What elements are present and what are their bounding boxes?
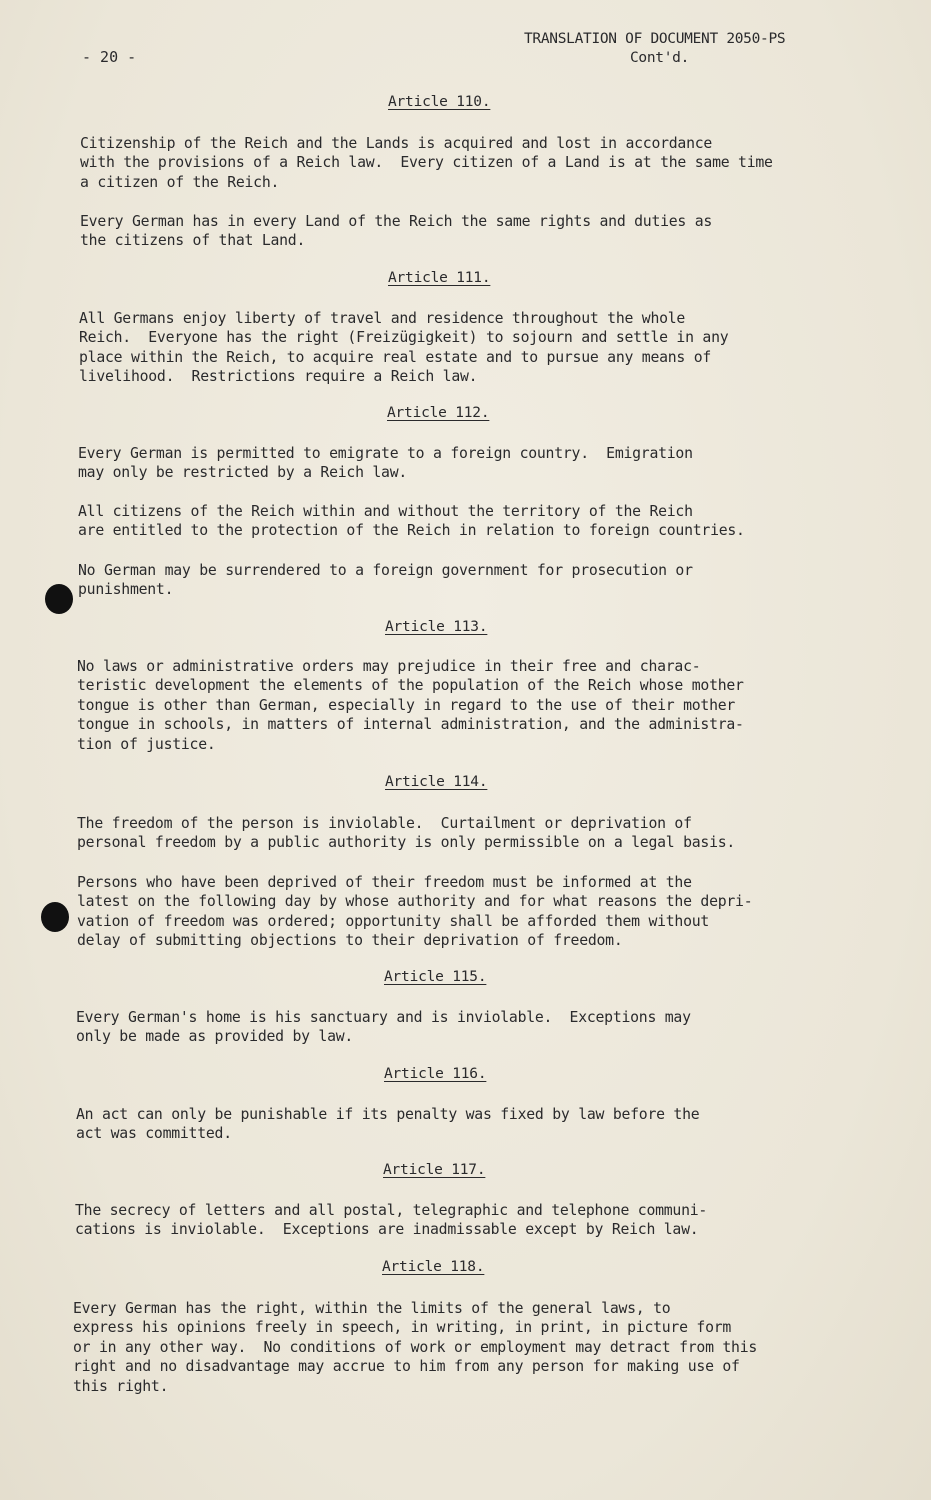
page-number: - 20 - (82, 48, 137, 66)
binder-hole (41, 902, 69, 932)
article-paragraph: Every German's home is his sanctuary and is inviolable. Exceptions may only be made as provided by law. (76, 1009, 691, 1046)
article-heading: Article 116. (384, 1066, 487, 1082)
article-paragraph: The freedom of the person is inviolable. Curtailment or deprivation of personal freedom by a public authority is only permissible on a legal basis. (77, 815, 736, 852)
article-paragraph: All citizens of the Reich within and without the territory of the Reich are entitled to the protection of the Reich in relation to foreign countries. (78, 503, 745, 540)
article-paragraph: Every German has the right, within the limits of the general laws, to express his opinions freely in speech, in writing, in print, in picture form or in any other way. No conditions of work or employment may detract from this right and no disadvantage may accrue to him from any person for making use of this right. (73, 1300, 758, 1395)
article-heading: Article 118. (382, 1259, 485, 1275)
article-paragraph: Every German is permitted to emigrate to a foreign country. Emigration may only be restricted by a Reich law. (78, 445, 693, 482)
continued-label: Cont'd. (630, 50, 690, 66)
article-paragraph: No laws or administrative orders may prejudice in their free and charac- teristic development the elements of the population of the Reich whose mother tongue is other than German, especially in regard to the use of their mother tongue in schools, in matters of internal administration, and the administra- tion of justice. (77, 658, 744, 753)
article-heading: Article 111. (388, 270, 491, 286)
article-heading: Article 112. (387, 405, 490, 421)
document-title: TRANSLATION OF DOCUMENT 2050-PS (524, 31, 786, 47)
article-heading: Article 113. (385, 619, 488, 635)
article-paragraph: Every German has in every Land of the Reich the same rights and duties as the citizens of that Land. (80, 213, 713, 250)
article-heading: Article 117. (383, 1162, 486, 1178)
article-heading: Article 110. (388, 94, 491, 110)
binder-hole (45, 584, 73, 614)
article-paragraph: Citizenship of the Reich and the Lands is acquired and lost in accordance with the provisions of a Reich law. Every citizen of a Land is at the same time a citizen of the Reich. (80, 135, 773, 191)
article-paragraph: The secrecy of letters and all postal, telegraphic and telephone communi- cations is inviolable. Exceptions are inadmissable except by Reich law. (75, 1202, 708, 1239)
document-header (524, 30, 785, 68)
article-paragraph: All Germans enjoy liberty of travel and residence throughout the whole Reich. Everyone has the right (Freizügigkeit) to sojourn and settle in any place within the Reich, to acquire real estate and to pursue any means of livelihood. Restrictions require a Reich law. (79, 310, 729, 386)
article-heading: Article 115. (384, 969, 487, 985)
article-paragraph: An act can only be punishable if its penalty was fixed by law before the act was committed. (76, 1106, 700, 1143)
article-heading: Article 114. (385, 774, 488, 790)
article-paragraph: No German may be surrendered to a foreign government for prosecution or punishment. (78, 562, 693, 599)
article-paragraph: Persons who have been deprived of their freedom must be informed at the latest on the following day by whose authority and for what reasons the depri- vation of freedom was ordered; opportunity shall be afforded them without delay of submitting objections to their deprivation of freedom. (77, 874, 753, 950)
